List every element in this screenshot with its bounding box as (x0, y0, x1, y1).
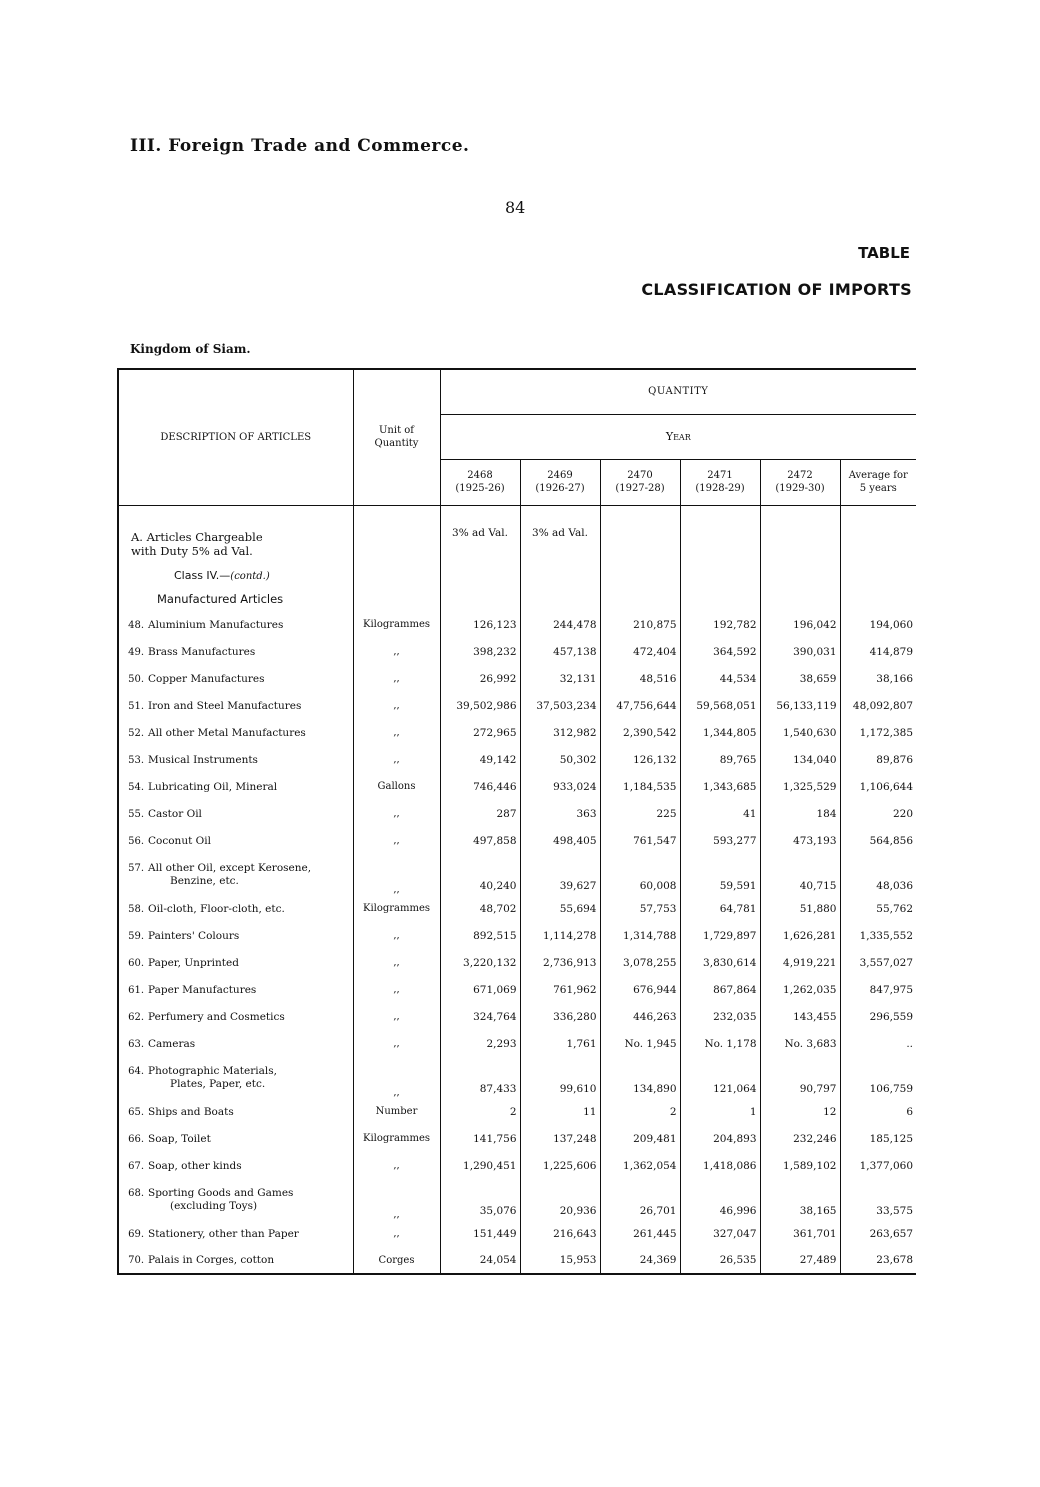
quantity-cell: 398,232 (440, 638, 520, 665)
quantity-cell: 892,515 (440, 922, 520, 949)
quantity-cell: 41 (680, 800, 760, 827)
quantity-cell: 40,240 (440, 854, 520, 895)
article-label: Ships and Boats (148, 1105, 234, 1118)
table-row (118, 746, 916, 773)
table-label: TABLE (858, 244, 910, 262)
quantity-cell: 287 (440, 800, 520, 827)
quantity-cell: 746,446 (440, 773, 520, 800)
article-name (118, 976, 353, 1003)
unit-cell: ,, (353, 1057, 440, 1098)
quantity-cell: 60,008 (600, 854, 680, 895)
quantity-cell: 390,031 (760, 638, 840, 665)
quantity-cell: 3,220,132 (440, 949, 520, 976)
quantity-cell: 3,078,255 (600, 949, 680, 976)
article-sublabel: Benzine, etc. (170, 874, 239, 887)
quantity-cell: 37,503,234 (520, 692, 600, 719)
quantity-cell: 210,875 (600, 611, 680, 638)
quantity-cell: 2 (600, 1098, 680, 1125)
unit-cell: ,, (353, 922, 440, 949)
quantity-cell: 1,114,278 (520, 922, 600, 949)
year-col-2471: 2471 (1928-29) (680, 459, 760, 505)
article-label: Painters' Colours (148, 929, 240, 942)
unit-cell: Kilogrammes (353, 895, 440, 922)
quantity-cell: 1,225,606 (520, 1152, 600, 1179)
article-label: All other Oil, except Kerosene, (148, 861, 312, 874)
quantity-cell: 593,277 (680, 827, 760, 854)
quantity-cell: 2,390,542 (600, 719, 680, 746)
quantity-cell: 192,782 (680, 611, 760, 638)
article-label: Musical Instruments (148, 753, 258, 766)
unit-cell: ,, (353, 1152, 440, 1179)
unit-cell: ,, (353, 1179, 440, 1220)
row-number: 50. (128, 673, 144, 685)
row-number: 49. (128, 646, 144, 658)
imports-table (117, 368, 916, 1275)
table-row (118, 692, 916, 719)
year-col-2468: 2468 (1925-26) (440, 459, 520, 505)
quantity-cell: 933,024 (520, 773, 600, 800)
quantity-cell: 1,418,086 (680, 1152, 760, 1179)
row-number: 48. (128, 619, 144, 631)
article-name (118, 1179, 353, 1220)
table-row (118, 827, 916, 854)
article-label: Paper Manufactures (148, 983, 257, 996)
quantity-cell: 87,433 (440, 1057, 520, 1098)
quantity-cell: 497,858 (440, 827, 520, 854)
row-number: 67. (128, 1160, 144, 1172)
quantity-cell: 3,830,614 (680, 949, 760, 976)
quantity-cell: 232,035 (680, 1003, 760, 1030)
quantity-cell: 336,280 (520, 1003, 600, 1030)
description-header: DESCRIPTION OF ARTICLES (118, 369, 353, 505)
quantity-cell: 312,982 (520, 719, 600, 746)
quantity-cell: 59,568,051 (680, 692, 760, 719)
article-name (118, 1057, 353, 1098)
page-number: 84 (505, 198, 526, 217)
quantity-cell: 90,797 (760, 1057, 840, 1098)
article-name (118, 773, 353, 800)
quantity-cell: 225 (600, 800, 680, 827)
unit-cell: ,, (353, 1030, 440, 1057)
article-name (118, 1152, 353, 1179)
article-name (118, 949, 353, 976)
average-cell: 1,335,552 (840, 922, 916, 949)
unit-cell: ,, (353, 1220, 440, 1247)
quantity-cell: 244,478 (520, 611, 600, 638)
quantity-cell: 761,962 (520, 976, 600, 1003)
average-cell: 564,856 (840, 827, 916, 854)
unit-cell: ,, (353, 976, 440, 1003)
quantity-cell: 32,131 (520, 665, 600, 692)
quantity-cell: 24,054 (440, 1247, 520, 1274)
article-label: Paper, Unprinted (148, 956, 239, 969)
table-row (118, 895, 916, 922)
row-number: 63. (128, 1038, 144, 1050)
average-cell: 263,657 (840, 1220, 916, 1247)
article-name (118, 746, 353, 773)
article-name (118, 1098, 353, 1125)
article-label: Cameras (148, 1037, 196, 1050)
quantity-cell: 2,736,913 (520, 949, 600, 976)
quantity-cell: 1,290,451 (440, 1152, 520, 1179)
quantity-cell: 498,405 (520, 827, 600, 854)
quantity-cell: 1,589,102 (760, 1152, 840, 1179)
average-cell: 55,762 (840, 895, 916, 922)
quantity-cell: 12 (760, 1098, 840, 1125)
article-label: Lubricating Oil, Mineral (148, 780, 278, 793)
article-label: Copper Manufactures (148, 672, 265, 685)
quantity-cell: 151,449 (440, 1220, 520, 1247)
table-row (118, 611, 916, 638)
quantity-cell: 1,761 (520, 1030, 600, 1057)
row-number: 53. (128, 754, 144, 766)
unit-cell: ,, (353, 692, 440, 719)
average-cell: 1,106,644 (840, 773, 916, 800)
average-cell: 1,172,385 (840, 719, 916, 746)
unit-cell: ,, (353, 1003, 440, 1030)
average-cell: 106,759 (840, 1057, 916, 1098)
article-name (118, 665, 353, 692)
average-cell: 33,575 (840, 1179, 916, 1220)
quantity-cell: 99,610 (520, 1057, 600, 1098)
row-number: 64. (128, 1065, 144, 1077)
quantity-cell: 40,715 (760, 854, 840, 895)
quantity-cell: 24,369 (600, 1247, 680, 1274)
unit-cell: Kilogrammes (353, 1125, 440, 1152)
table-row (118, 949, 916, 976)
row-number: 57. (128, 862, 144, 874)
average-cell: 48,036 (840, 854, 916, 895)
table-row (118, 1098, 916, 1125)
row-number: 52. (128, 727, 144, 739)
quantity-cell: 1,262,035 (760, 976, 840, 1003)
article-name (118, 1247, 353, 1274)
quantity-cell: 204,893 (680, 1125, 760, 1152)
quantity-header: QUANTITY (440, 369, 916, 414)
quantity-cell: 1,325,529 (760, 773, 840, 800)
article-label: All other Metal Manufactures (148, 726, 306, 739)
table-row (118, 719, 916, 746)
table-row (118, 1125, 916, 1152)
article-name (118, 895, 353, 922)
quantity-cell: 232,246 (760, 1125, 840, 1152)
quantity-cell: 196,042 (760, 611, 840, 638)
quantity-cell: 26,535 (680, 1247, 760, 1274)
unit-header: Unit of Quantity (353, 369, 440, 505)
row-number: 69. (128, 1228, 144, 1240)
unit-cell: ,, (353, 719, 440, 746)
article-name (118, 800, 353, 827)
quantity-cell: 49,142 (440, 746, 520, 773)
class-label: Class IV.—(contd.) (174, 568, 270, 582)
table-row (118, 1057, 916, 1098)
unit-cell: ,, (353, 746, 440, 773)
quantity-cell: 473,193 (760, 827, 840, 854)
quantity-cell: 209,481 (600, 1125, 680, 1152)
quantity-cell: 272,965 (440, 719, 520, 746)
quantity-cell: 363 (520, 800, 600, 827)
quantity-cell: 56,133,119 (760, 692, 840, 719)
average-cell: 185,125 (840, 1125, 916, 1152)
quantity-cell: 39,627 (520, 854, 600, 895)
average-cell: 23,678 (840, 1247, 916, 1274)
average-cell: 3,557,027 (840, 949, 916, 976)
quantity-cell: 134,040 (760, 746, 840, 773)
quantity-cell: 327,047 (680, 1220, 760, 1247)
article-label: Stationery, other than Paper (148, 1227, 299, 1240)
row-number: 56. (128, 835, 144, 847)
average-cell: 6 (840, 1098, 916, 1125)
article-label: Soap, Toilet (148, 1132, 211, 1145)
article-name (118, 827, 353, 854)
year-col-2470: 2470 (1927-28) (600, 459, 680, 505)
unit-cell: Gallons (353, 773, 440, 800)
unit-cell: ,, (353, 665, 440, 692)
table-row (118, 1030, 916, 1057)
article-label: Aluminium Manufactures (148, 618, 284, 631)
quantity-cell: 676,944 (600, 976, 680, 1003)
table-row (118, 638, 916, 665)
quantity-cell: 261,445 (600, 1220, 680, 1247)
quantity-cell: 1,362,054 (600, 1152, 680, 1179)
table-row (118, 976, 916, 1003)
quantity-cell: 1,344,805 (680, 719, 760, 746)
article-label: Iron and Steel Manufactures (148, 699, 302, 712)
quantity-cell: 141,756 (440, 1125, 520, 1152)
quantity-cell: 64,781 (680, 895, 760, 922)
average-cell: 414,879 (840, 638, 916, 665)
average-cell: 220 (840, 800, 916, 827)
article-label: Coconut Oil (148, 834, 211, 847)
table-row (118, 800, 916, 827)
year-col-2472: 2472 (1929-30) (760, 459, 840, 505)
kingdom-label: Kingdom of Siam. (130, 342, 251, 356)
table-row (118, 854, 916, 895)
row-number: 70. (128, 1255, 144, 1266)
quantity-cell: 472,404 (600, 638, 680, 665)
quantity-cell: 50,302 (520, 746, 600, 773)
article-name (118, 1030, 353, 1057)
row-number: 66. (128, 1133, 144, 1145)
year-header: Year (440, 414, 916, 459)
article-label: Sporting Goods and Games (148, 1186, 294, 1199)
quantity-cell: 51,880 (760, 895, 840, 922)
quantity-cell: 57,753 (600, 895, 680, 922)
average-cell: 1,377,060 (840, 1152, 916, 1179)
average-cell: 48,092,807 (840, 692, 916, 719)
table-row (118, 1003, 916, 1030)
quantity-cell: 761,547 (600, 827, 680, 854)
quantity-cell: 121,064 (680, 1057, 760, 1098)
article-label: Brass Manufactures (148, 645, 256, 658)
article-label: Oil-cloth, Floor-cloth, etc. (148, 902, 285, 915)
quantity-cell: 26,992 (440, 665, 520, 692)
year-col-2469: 2469 (1926-27) (520, 459, 600, 505)
quantity-cell: 38,659 (760, 665, 840, 692)
unit-cell: ,, (353, 949, 440, 976)
article-name (118, 611, 353, 638)
table-title: CLASSIFICATION OF IMPORTS (641, 280, 912, 299)
row-number: 62. (128, 1011, 144, 1023)
table-row (118, 1152, 916, 1179)
row-number: 60. (128, 957, 144, 969)
quantity-cell: 457,138 (520, 638, 600, 665)
quantity-cell: 2 (440, 1098, 520, 1125)
quantity-cell: 39,502,986 (440, 692, 520, 719)
quantity-cell: 1,184,535 (600, 773, 680, 800)
subsection-title: Manufactured Articles (157, 592, 284, 606)
article-label: Castor Oil (148, 807, 202, 820)
quantity-cell: No. 1,945 (600, 1030, 680, 1057)
table-row (118, 922, 916, 949)
quantity-cell: 364,592 (680, 638, 760, 665)
quantity-cell: 44,534 (680, 665, 760, 692)
quantity-cell: 48,516 (600, 665, 680, 692)
article-sublabel: (excluding Toys) (170, 1199, 258, 1212)
row-number: 51. (128, 700, 144, 712)
quantity-cell: 126,132 (600, 746, 680, 773)
unit-cell: ,, (353, 638, 440, 665)
table-row (118, 1247, 916, 1274)
average-cell: 38,166 (840, 665, 916, 692)
quantity-cell: 47,756,644 (600, 692, 680, 719)
quantity-cell: 867,864 (680, 976, 760, 1003)
quantity-cell: 1,343,685 (680, 773, 760, 800)
average-cell: 847,975 (840, 976, 916, 1003)
quantity-cell: 216,643 (520, 1220, 600, 1247)
article-label: Soap, other kinds (148, 1159, 242, 1172)
row-number: 54. (128, 781, 144, 793)
unit-cell: Number (353, 1098, 440, 1125)
average-cell: 194,060 (840, 611, 916, 638)
unit-cell: ,, (353, 800, 440, 827)
article-label: Photographic Materials, (148, 1064, 277, 1077)
quantity-cell: 137,248 (520, 1125, 600, 1152)
article-name (118, 719, 353, 746)
quantity-cell: 143,455 (760, 1003, 840, 1030)
quantity-cell: 446,263 (600, 1003, 680, 1030)
quantity-cell: 26,701 (600, 1179, 680, 1220)
row-number: 58. (128, 903, 144, 915)
quantity-cell: 126,123 (440, 611, 520, 638)
average-cell: 89,876 (840, 746, 916, 773)
table-row (118, 773, 916, 800)
quantity-cell: 27,489 (760, 1247, 840, 1274)
quantity-cell: 1,729,897 (680, 922, 760, 949)
article-name (118, 692, 353, 719)
article-sublabel: Plates, Paper, etc. (170, 1077, 266, 1090)
unit-cell: ,, (353, 854, 440, 895)
quantity-cell: 1,314,788 (600, 922, 680, 949)
article-name (118, 638, 353, 665)
quantity-cell: 4,919,221 (760, 949, 840, 976)
average-cell: .. (840, 1030, 916, 1057)
table-row (118, 1179, 916, 1220)
quantity-cell: 48,702 (440, 895, 520, 922)
quantity-cell: 671,069 (440, 976, 520, 1003)
quantity-cell: 1,540,630 (760, 719, 840, 746)
average-cell: 296,559 (840, 1003, 916, 1030)
quantity-cell: 55,694 (520, 895, 600, 922)
row-number: 61. (128, 984, 144, 996)
quantity-cell: 184 (760, 800, 840, 827)
quantity-cell: 134,890 (600, 1057, 680, 1098)
row-number: 65. (128, 1106, 144, 1118)
quantity-cell: 1 (680, 1098, 760, 1125)
row-number: 59. (128, 930, 144, 942)
unit-cell: ,, (353, 827, 440, 854)
article-name (118, 854, 353, 895)
quantity-cell: No. 3,683 (760, 1030, 840, 1057)
section-heading: III. Foreign Trade and Commerce. (130, 136, 470, 156)
article-name (118, 922, 353, 949)
quantity-cell: 38,165 (760, 1179, 840, 1220)
quantity-cell: 11 (520, 1098, 600, 1125)
quantity-cell: 35,076 (440, 1179, 520, 1220)
article-name (118, 1003, 353, 1030)
unit-cell: Kilogrammes (353, 611, 440, 638)
quantity-cell: No. 1,178 (680, 1030, 760, 1057)
article-name (118, 1220, 353, 1247)
row-number: 68. (128, 1187, 144, 1199)
table-row (118, 665, 916, 692)
quantity-cell: 2,293 (440, 1030, 520, 1057)
article-label: Perfumery and Cosmetics (148, 1010, 285, 1023)
quantity-cell: 324,764 (440, 1003, 520, 1030)
year-col-average: Average for 5 years (840, 459, 916, 505)
duty-2468: 3% ad Val. (440, 525, 520, 563)
unit-cell: Corges (353, 1247, 440, 1274)
table-row (118, 1220, 916, 1247)
quantity-cell: 20,936 (520, 1179, 600, 1220)
row-number: 55. (128, 808, 144, 820)
quantity-cell: 1,626,281 (760, 922, 840, 949)
quantity-cell: 46,996 (680, 1179, 760, 1220)
article-label: Palais in Corges, cotton (148, 1254, 275, 1266)
article-name (118, 1125, 353, 1152)
section-a-title: A. Articles Chargeable with Duty 5% ad Val. (131, 530, 263, 558)
quantity-cell: 59,591 (680, 854, 760, 895)
quantity-cell: 15,953 (520, 1247, 600, 1274)
quantity-cell: 361,701 (760, 1220, 840, 1247)
quantity-cell: 89,765 (680, 746, 760, 773)
duty-2469: 3% ad Val. (520, 525, 600, 563)
